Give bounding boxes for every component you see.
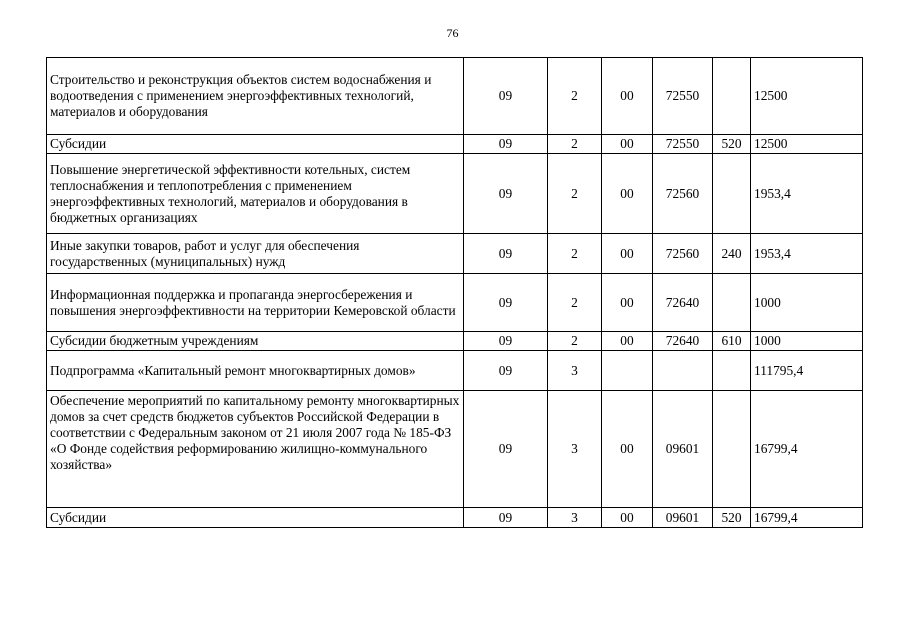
subprogram-code: 00 — [602, 508, 653, 528]
subprogram-code: 00 — [602, 234, 653, 274]
section-code: 09 — [464, 391, 548, 508]
program-code: 3 — [548, 351, 602, 391]
program-code: 3 — [548, 508, 602, 528]
table-row — [47, 351, 863, 391]
row-name: Субсидии бюджетным учреждениям — [47, 332, 464, 351]
target-article-code: 72640 — [653, 274, 713, 332]
row-name: Строительство и реконструкция объектов систем водоснабжения и водоотведения с применением энергоэффективных технологий, материалов и оборудования — [47, 58, 464, 135]
table-row — [47, 154, 863, 234]
expense-type-code: 240 — [713, 234, 751, 274]
subprogram-code: 00 — [602, 58, 653, 135]
target-article-code: 72640 — [653, 332, 713, 351]
row-name: Субсидии — [47, 508, 464, 528]
target-article-code: 72560 — [653, 234, 713, 274]
amount: 1000 — [751, 274, 863, 332]
expense-type-code — [713, 391, 751, 508]
section-code: 09 — [464, 154, 548, 234]
amount: 16799,4 — [751, 508, 863, 528]
subprogram-code — [602, 351, 653, 391]
row-name: Повышение энергетической эффективности котельных, систем теплоснабжения и теплопотребления с применением энергоэффективных технологий, материалов и оборудования в бюджетных организациях — [47, 154, 464, 234]
section-code: 09 — [464, 351, 548, 391]
budget-table — [46, 57, 863, 528]
amount: 111795,4 — [751, 351, 863, 391]
expense-type-code: 520 — [713, 508, 751, 528]
row-name: Обеспечение мероприятий по капитальному ремонту многоквартирных домов за счет средств бюджетов субъектов Российской Федерации в соответствии с Федеральным законом от 21 июля 2007 года № 185-ФЗ «О Фонде содействия реформированию жилищно-коммунального хозяйства» — [47, 391, 464, 508]
amount: 12500 — [751, 135, 863, 154]
target-article-code: 09601 — [653, 391, 713, 508]
program-code: 2 — [548, 234, 602, 274]
table-row — [47, 58, 863, 135]
section-code: 09 — [464, 508, 548, 528]
program-code: 2 — [548, 154, 602, 234]
row-name: Иные закупки товаров, работ и услуг для обеспечения государственных (муниципальных) нужд — [47, 234, 464, 274]
subprogram-code: 00 — [602, 274, 653, 332]
expense-type-code — [713, 58, 751, 135]
target-article-code: 72550 — [653, 58, 713, 135]
row-name: Подпрограмма «Капитальный ремонт многоквартирных домов» — [47, 351, 464, 391]
expense-type-code — [713, 351, 751, 391]
row-name: Информационная поддержка и пропаганда энергосбережения и повышения энергоэффективности на территории Кемеровской области — [47, 274, 464, 332]
amount: 1953,4 — [751, 234, 863, 274]
target-article-code: 72550 — [653, 135, 713, 154]
table-row — [47, 508, 863, 528]
target-article-code: 72560 — [653, 154, 713, 234]
subprogram-code: 00 — [602, 391, 653, 508]
program-code: 2 — [548, 332, 602, 351]
program-code: 3 — [548, 391, 602, 508]
table-row — [47, 274, 863, 332]
table-row — [47, 135, 863, 154]
subprogram-code: 00 — [602, 135, 653, 154]
amount: 1953,4 — [751, 154, 863, 234]
amount: 1000 — [751, 332, 863, 351]
amount: 12500 — [751, 58, 863, 135]
expense-type-code: 520 — [713, 135, 751, 154]
section-code: 09 — [464, 135, 548, 154]
program-code: 2 — [548, 58, 602, 135]
subprogram-code: 00 — [602, 332, 653, 351]
expense-type-code — [713, 154, 751, 234]
table-row — [47, 332, 863, 351]
page-number: 76 — [446, 26, 459, 40]
row-name: Субсидии — [47, 135, 464, 154]
program-code: 2 — [548, 274, 602, 332]
section-code: 09 — [464, 274, 548, 332]
target-article-code: 09601 — [653, 508, 713, 528]
table-row — [47, 234, 863, 274]
section-code: 09 — [464, 234, 548, 274]
program-code: 2 — [548, 135, 602, 154]
target-article-code — [653, 351, 713, 391]
subprogram-code: 00 — [602, 154, 653, 234]
amount: 16799,4 — [751, 391, 863, 508]
section-code: 09 — [464, 332, 548, 351]
table-row — [47, 391, 863, 508]
expense-type-code: 610 — [713, 332, 751, 351]
section-code: 09 — [464, 58, 548, 135]
expense-type-code — [713, 274, 751, 332]
